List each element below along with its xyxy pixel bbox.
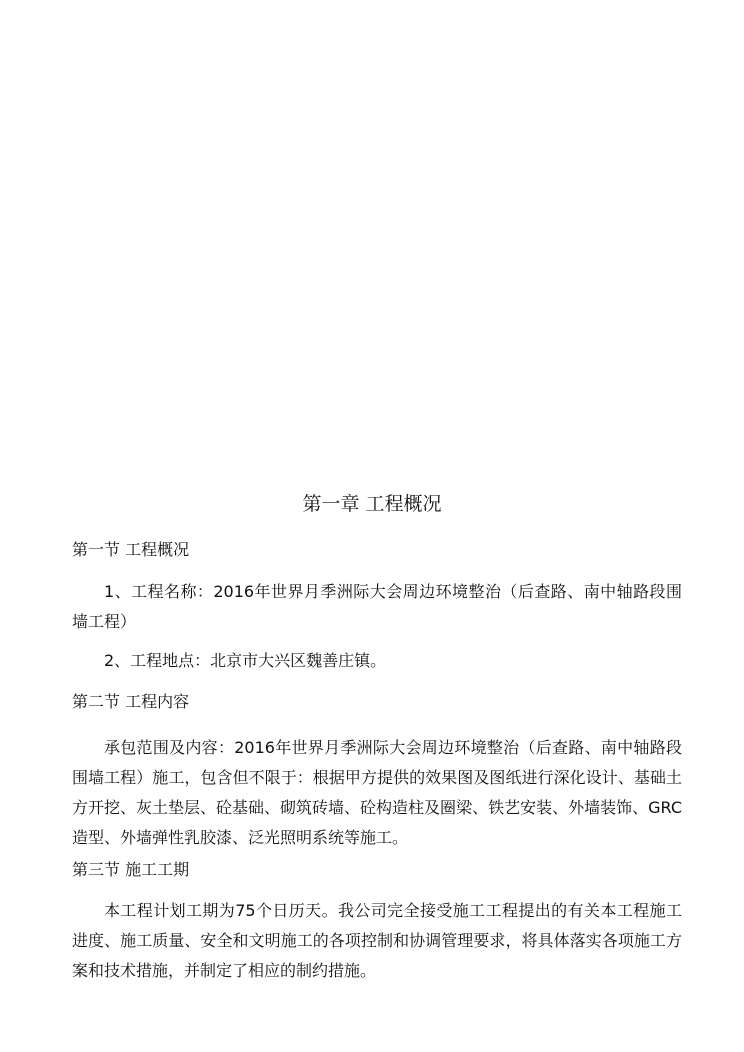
section-heading-2: 第二节 工程内容	[72, 692, 190, 711]
paragraph-project-location: 2、工程地点：北京市大兴区魏善庄镇。	[104, 651, 387, 670]
paragraph-schedule: 本工程计划工期为75个日历天。我公司完全接受施工工程提出的有关本工程施工进度、施工质量、安全和文明施工的各项控制和协调管理要求，将具体落实各项施工方案和技术措施，并制定了相应的制约措施。	[72, 901, 682, 980]
section-heading-1: 第一节 工程概况	[72, 540, 190, 559]
paragraph-project-name: 1、工程名称：2016年世界月季洲际大会周边环境整治（后查路、南中轴路段围墙工程）	[72, 582, 682, 631]
chapter-title: 第一章 工程概况	[302, 493, 442, 515]
section-heading-3: 第三节 施工工期	[72, 860, 190, 879]
paragraph-scope: 承包范围及内容：2016年世界月季洲际大会周边环境整治（后查路、南中轴路段围墙工程）施工，包含但不限于：根据甲方提供的效果图及图纸进行深化设计、基础土方开挖、灰土垫层、砼基础、砌筑砖墙、砼构造柱及圈梁、铁艺安装、外墙装饰、GRC造型、外墙弹性乳胶漆、泛光照明系统等施工。	[72, 738, 682, 847]
